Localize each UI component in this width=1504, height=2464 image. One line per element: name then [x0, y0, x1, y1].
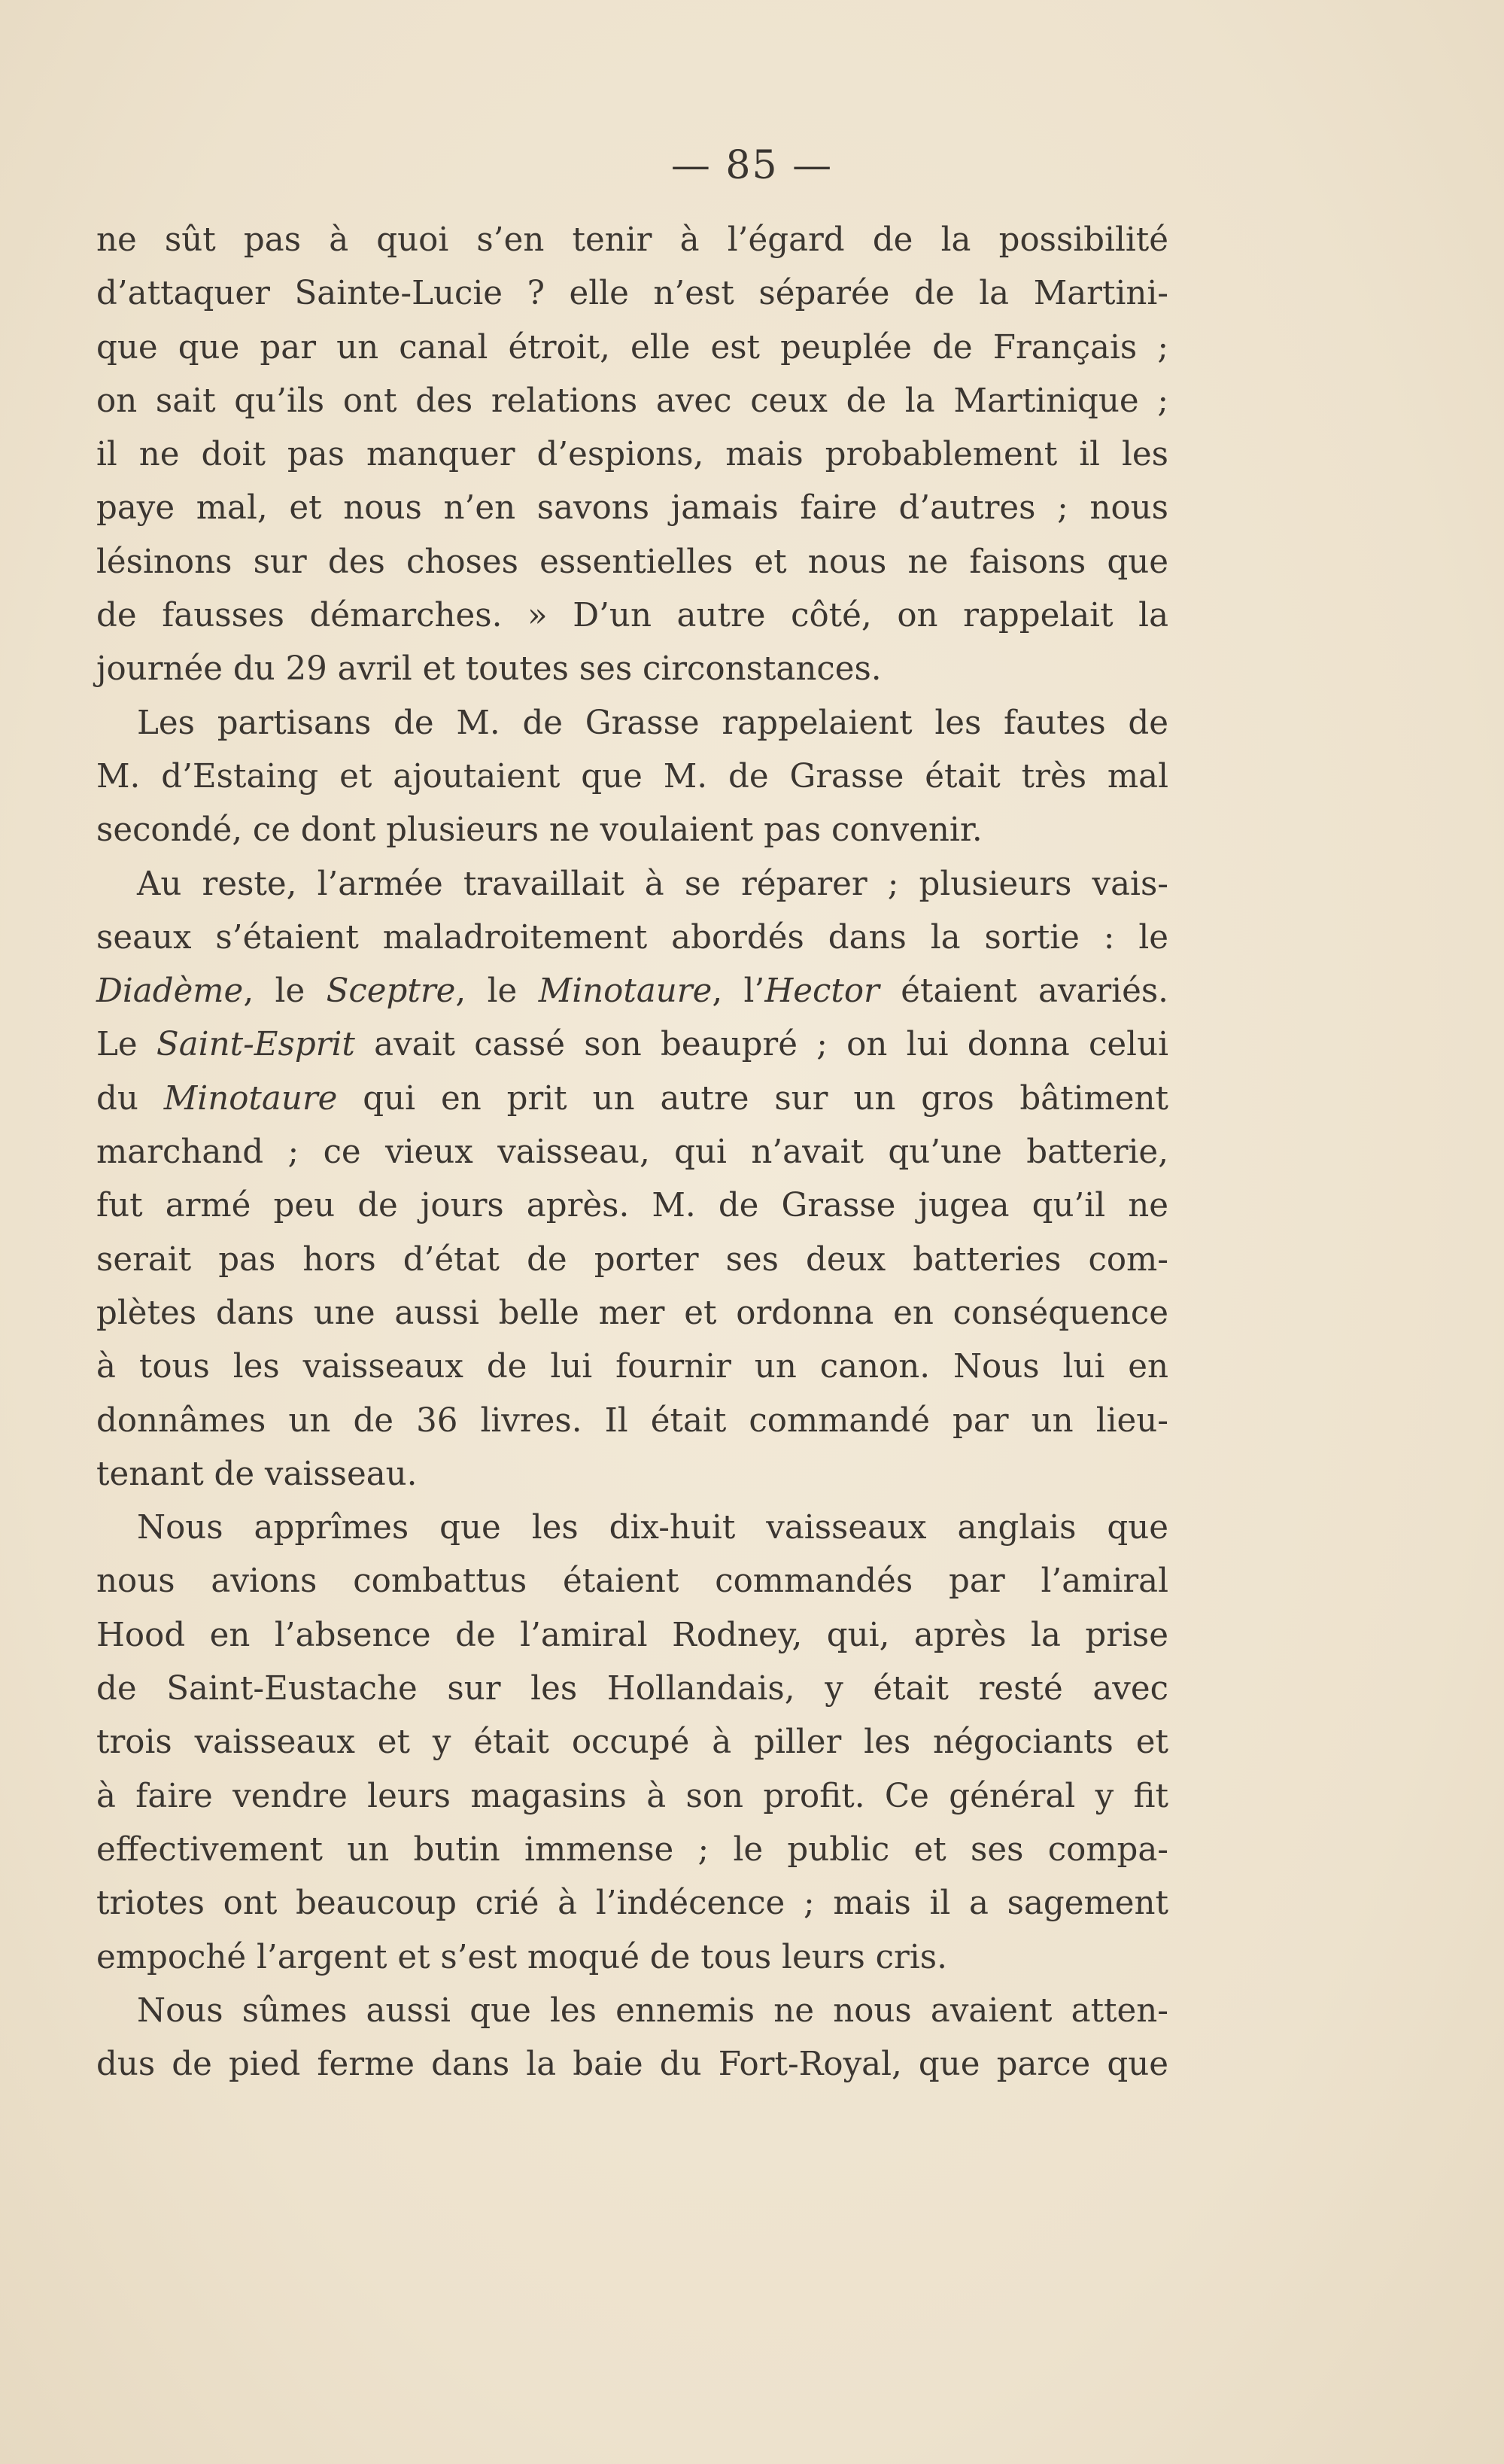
text-line: effectivement un butin immense ; le public et ses compa-	[96, 1830, 1168, 1869]
text-line: seaux s’étaient maladroitement abordés dans la sortie : le	[96, 918, 1168, 957]
text-line: trois vaisseaux et y était occupé à piller les négociants et	[96, 1723, 1168, 1762]
text-line: Diadème, le Sceptre, le Minotaure, l’Hector étaient avariés.	[96, 972, 1168, 1011]
text-line: secondé, ce dont plusieurs ne voulaient pas convenir.	[96, 811, 983, 850]
text-line: M. d’Estaing et ajoutaient que M. de Grasse était très mal	[96, 757, 1168, 795]
text-line: donnâmes un de 36 livres. Il était commandé par un lieu-	[96, 1401, 1168, 1440]
text-line: paye mal, et nous n’en savons jamais faire d’autres ; nous	[96, 489, 1168, 528]
paragraph	[96, 858, 1168, 1502]
text-line: journée du 29 avril et toutes ses circonstances.	[96, 650, 882, 689]
text-line: à tous les vaisseaux de lui fournir un canon. Nous lui en	[96, 1348, 1168, 1386]
text-line: on sait qu’ils ont des relations avec ceux de la Martinique ;	[96, 382, 1168, 420]
paragraph	[96, 697, 1168, 858]
text-line: de Saint-Eustache sur les Hollandais, y était resté avec	[96, 1670, 1168, 1708]
text-line: il ne doit pas manquer d’espions, mais probablement il les	[96, 436, 1168, 474]
text-line: Les partisans de M. de Grasse rappelaient les fautes de	[137, 704, 1168, 742]
text-line: nous avions combattus étaient commandés par l’amiral	[96, 1562, 1168, 1601]
text-line: Le Saint-Esprit avait cassé son beaupré ; on lui donna celui	[96, 1026, 1168, 1064]
text-line: lésinons sur des choses essentielles et nous ne faisons que	[96, 543, 1168, 581]
text-line: serait pas hors d’état de porter ses deux batteries com-	[96, 1240, 1168, 1279]
text-line: Nous sûmes aussi que les ennemis ne nous avaient atten-	[137, 1991, 1168, 2030]
page-number: — 85 —	[670, 143, 834, 188]
text-line: plètes dans une aussi belle mer et ordonna en conséquence	[96, 1294, 1168, 1332]
paragraph	[96, 1501, 1168, 1985]
body-text	[96, 214, 1168, 2091]
text-line: tenant de vaisseau.	[96, 1455, 418, 1493]
text-line: fut armé peu de jours après. M. de Grasse jugea qu’il ne	[96, 1187, 1168, 1225]
text-line: d’attaquer Sainte-Lucie ? elle n’est séparée de la Martini-	[96, 275, 1168, 313]
text-line: ne sût pas à quoi s’en tenir à l’égard de la possibilité	[96, 221, 1168, 259]
paragraph	[96, 214, 1168, 697]
text-line: marchand ; ce vieux vaisseau, qui n’avait qu’une batterie,	[96, 1133, 1168, 1172]
text-line: empoché l’argent et s’est moqué de tous leurs cris.	[96, 1938, 947, 1976]
text-line: que que par un canal étroit, elle est peuplée de Français ;	[96, 328, 1168, 367]
text-line: dus de pied ferme dans la baie du Fort-Royal, que parce que	[96, 2046, 1168, 2084]
text-line: du Minotaure qui en prit un autre sur un gros bâtiment	[96, 1079, 1168, 1118]
text-line: Nous apprîmes que les dix-huit vaisseaux anglais que	[137, 1509, 1168, 1547]
text-line: de fausses démarches. » D’un autre côté, on rappelait la	[96, 597, 1168, 635]
text-line: Au reste, l’armée travaillait à se réparer ; plusieurs vais-	[137, 865, 1168, 903]
text-line: Hood en l’absence de l’amiral Rodney, qui, après la prise	[96, 1616, 1168, 1654]
paragraph	[96, 1985, 1168, 2092]
text-line: à faire vendre leurs magasins à son profit. Ce général y fit	[96, 1777, 1168, 1815]
text-line: triotes ont beaucoup crié à l’indécence ; mais il a sagement	[96, 1885, 1168, 1923]
